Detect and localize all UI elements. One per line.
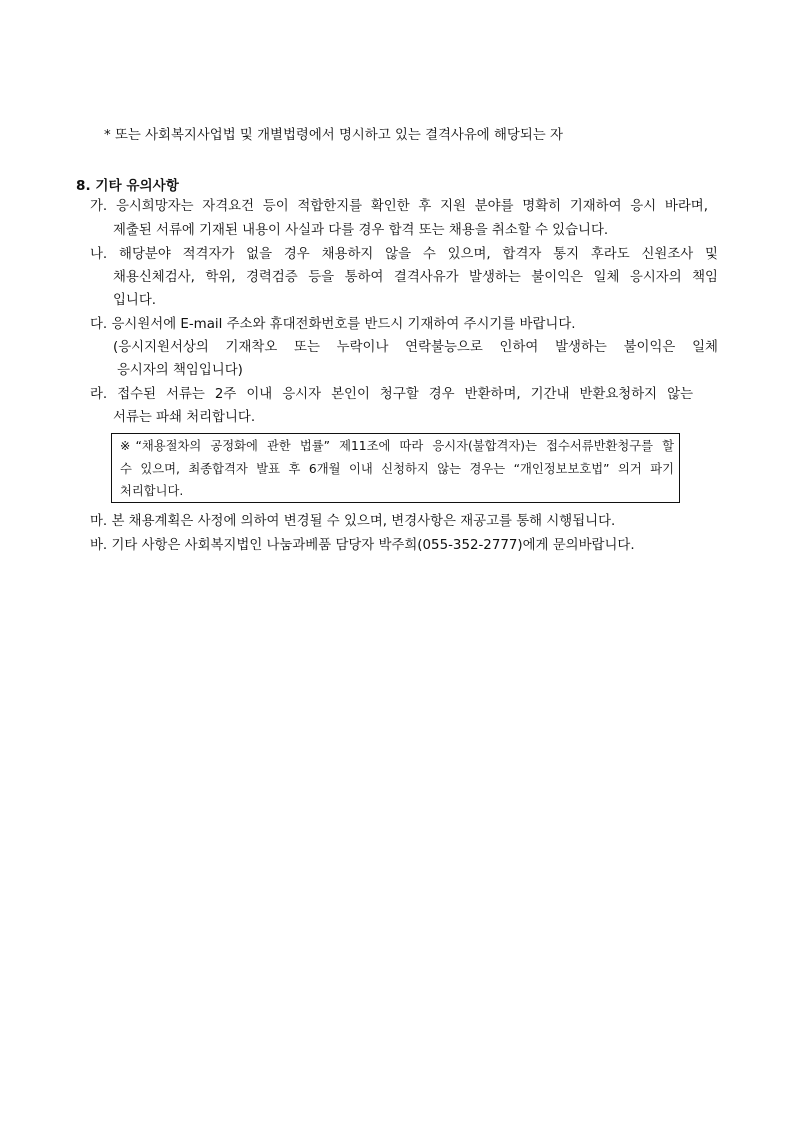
item-ra-line-1: 라. 접수된 서류는 2주 이내 응시자 본인이 청구할 경우 반환하며, 기간내 반환요청하지 않는 (90, 387, 693, 402)
item-da-line-1: 다. 응시원서에 E-mail 주소와 휴대전화번호를 반드시 기재하여 주시기를 바랍니다. (90, 317, 576, 332)
item-na-line-2: 채용신체검사, 학위, 경력검증 등을 통하여 결격사유가 발생하는 불이익은 일체 응시자의 책임 (113, 270, 718, 285)
notice-box-line-3: 처리합니다. (120, 484, 184, 498)
disqualification-note: * 또는 사회복지사업법 및 개별법령에서 명시하고 있는 결격사유에 해당되는 자 (104, 128, 563, 143)
notice-box-line-1: ※“채용절차의 공정화에 관한 법률” 제11조에 따라 응시자(불합격자)는 접수서류반환청구를 할 (120, 439, 674, 453)
item-da-line-2: (응시지원서상의 기재착오 또는 누락이나 연락불능으로 인하여 발생하는 불이익은 일체 (113, 340, 718, 355)
item-da-line-3: 응시자의 책임입니다) (117, 363, 243, 378)
section-title: 8. 기타 유의사항 (76, 178, 179, 194)
item-ma: 마. 본 채용계획은 사정에 의하여 변경될 수 있으며, 변경사항은 재공고를 통해 시행됩니다. (90, 514, 616, 529)
item-ga-line-2: 제출된 서류에 기재된 내용이 사실과 다를 경우 합격 또는 채용을 취소할 수 있습니다. (113, 223, 609, 238)
item-na-line-3: 입니다. (113, 293, 157, 308)
item-ra-line-2: 서류는 파쇄 처리합니다. (113, 410, 256, 425)
notice-box-line-2: 수 있으며, 최종합격자 발표 후 6개월 이내 신청하지 않는 경우는 “개인정보보호법” 의거 파기 (120, 462, 674, 476)
item-ba: 바. 기타 사항은 사회복지법인 나눔과베품 담당자 박주희(055-352-2777)에게 문의바랍니다. (90, 538, 635, 553)
item-ga-line-1: 가. 응시희망자는 자격요건 등이 적합한지를 확인한 후 지원 분야를 명확히 기재하여 응시 바라며, (90, 199, 708, 214)
item-na-line-1: 나. 해당분야 적격자가 없을 경우 채용하지 않을 수 있으며, 합격자 통지 후라도 신원조사 및 (90, 247, 718, 262)
